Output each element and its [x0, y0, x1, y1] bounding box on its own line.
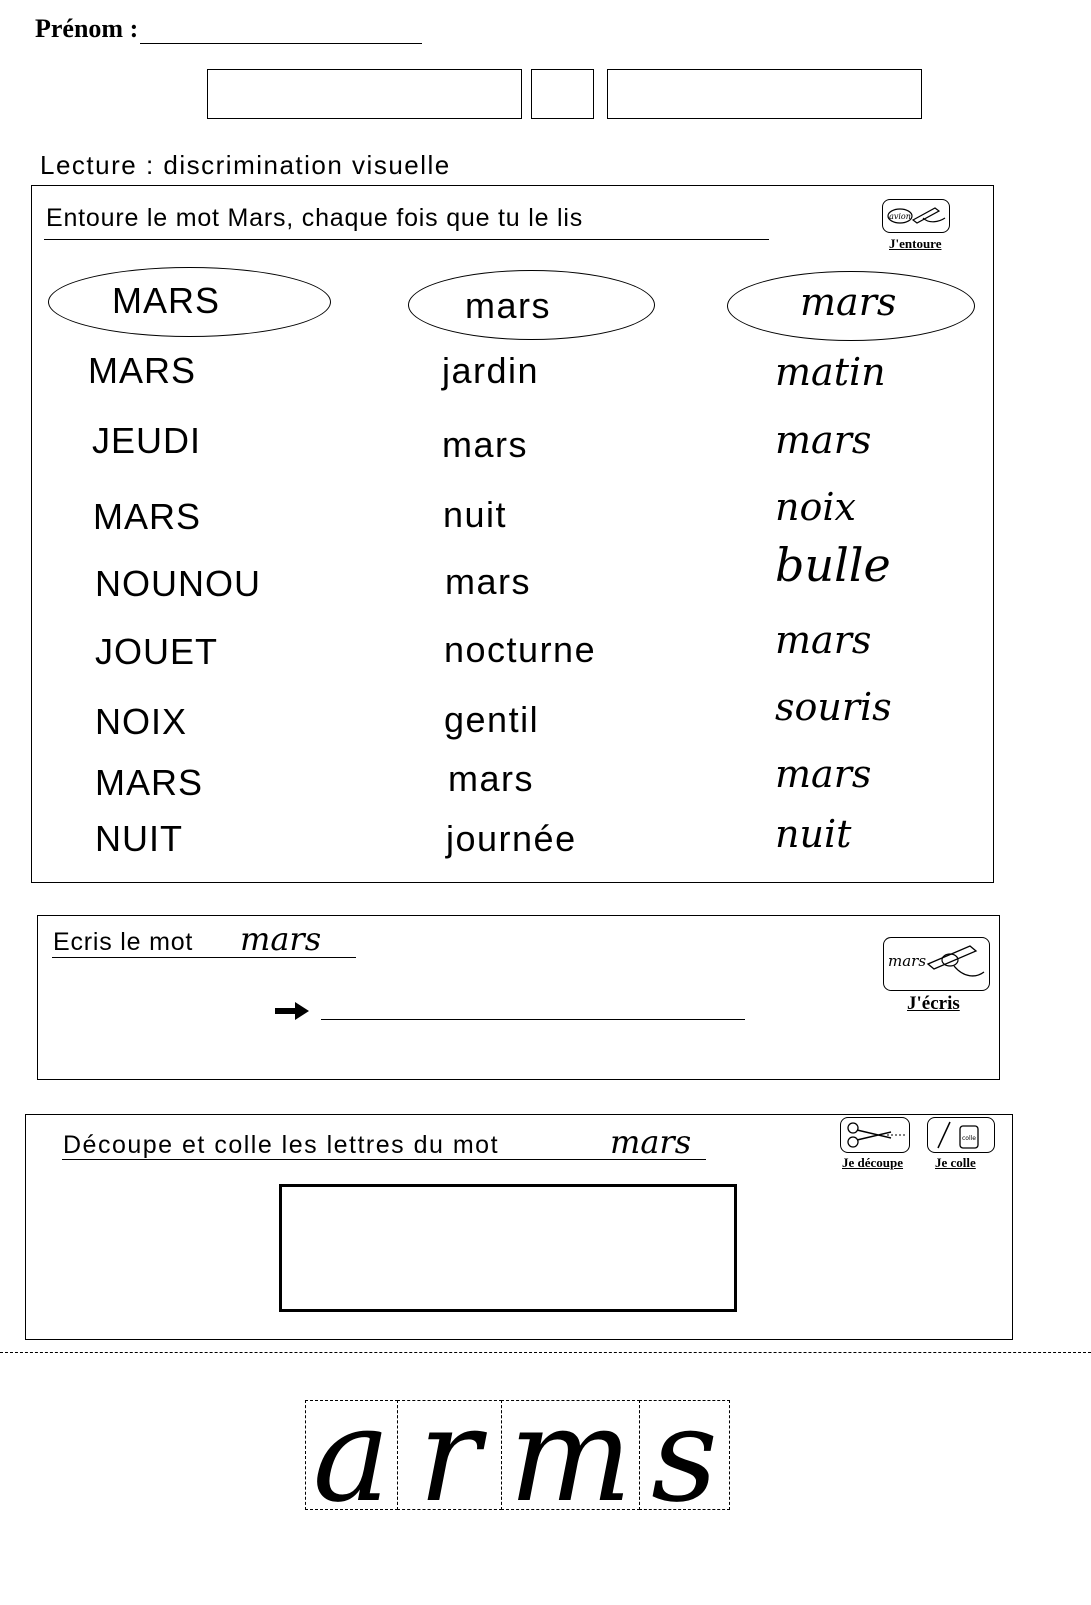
- word-capital-6[interactable]: NOIX: [95, 701, 188, 742]
- model-word-script: mars: [465, 285, 551, 326]
- model-word-capital: MARS: [112, 280, 221, 321]
- ecris-icon-caption: J'écris: [907, 993, 960, 1014]
- date-box-day[interactable]: [207, 69, 522, 119]
- word-cursive-8[interactable]: nuit: [775, 812, 852, 856]
- word-script-1[interactable]: jardin: [442, 350, 540, 391]
- cut-letter: r: [418, 1379, 481, 1531]
- word-cursive-3[interactable]: noix: [775, 485, 856, 529]
- word-cursive-4[interactable]: bulle: [775, 538, 891, 592]
- cut-letter: s: [651, 1379, 718, 1531]
- scissors-icon: [840, 1117, 910, 1153]
- letter-card-2[interactable]: [397, 1379, 502, 1531]
- word-capital-8[interactable]: NUIT: [95, 818, 183, 859]
- word-script-2[interactable]: mars: [442, 424, 528, 465]
- cut-icon-caption: Je découpe: [842, 1155, 904, 1170]
- word-cursive-1[interactable]: matin: [775, 350, 886, 394]
- icon-inner-text: colle: [962, 1135, 976, 1142]
- date-box-month[interactable]: [607, 69, 922, 119]
- icon-inner-text: mars: [888, 952, 927, 970]
- word-cursive-6[interactable]: souris: [775, 685, 892, 729]
- glue-area-box[interactable]: [279, 1184, 737, 1312]
- page-title: Lecture : discrimination visuelle: [40, 150, 451, 180]
- prenom-label: Prénom :: [35, 14, 139, 43]
- write-word-line[interactable]: [321, 1019, 745, 1020]
- glue-icon: [927, 1117, 995, 1153]
- instruction-underline: [44, 239, 769, 240]
- word-script-5[interactable]: nocturne: [444, 629, 597, 670]
- word-capital-5[interactable]: JOUET: [95, 631, 219, 672]
- cut-dashed-line: [0, 1352, 1091, 1353]
- word-cursive-7[interactable]: mars: [775, 752, 872, 796]
- pencil-circle-icon: [883, 200, 949, 232]
- cut-letter: a: [312, 1379, 391, 1531]
- instruction-underline: [62, 1159, 706, 1160]
- word-script-3[interactable]: nuit: [443, 494, 508, 535]
- letter-card-4[interactable]: [639, 1379, 730, 1531]
- icon-inner-text: avion: [889, 212, 911, 221]
- word-capital-2[interactable]: JEUDI: [92, 420, 202, 461]
- letter-card-3[interactable]: [501, 1379, 640, 1531]
- word-capital-1[interactable]: MARS: [88, 350, 197, 391]
- glue-icon-caption: Je colle: [935, 1155, 976, 1170]
- pencil-writing-icon: [884, 938, 989, 990]
- arrow-right-icon: [275, 1002, 309, 1024]
- word-script-7[interactable]: mars: [448, 758, 534, 799]
- letter-card-1[interactable]: [305, 1379, 398, 1531]
- section-ecris-word: mars: [240, 920, 322, 958]
- word-capital-4[interactable]: NOUNOU: [95, 563, 261, 604]
- word-script-4[interactable]: mars: [445, 561, 531, 602]
- ecris-icon: [883, 937, 990, 991]
- entoure-icon: [882, 199, 950, 233]
- section-decoupe-instruction: Découpe et colle les lettres du mot: [63, 1131, 500, 1159]
- model-word-cursive: mars: [800, 280, 897, 324]
- instruction-underline: [52, 957, 356, 958]
- word-capital-3[interactable]: MARS: [93, 496, 202, 537]
- entoure-icon-caption: J'entoure: [889, 236, 942, 251]
- section-entoure-instruction: Entoure le mot Mars, chaque fois que tu le lis: [46, 204, 584, 232]
- word-cursive-5[interactable]: mars: [775, 618, 872, 662]
- section-decoupe-word: mars: [610, 1123, 692, 1161]
- date-box-number[interactable]: [531, 69, 594, 119]
- word-capital-7[interactable]: MARS: [95, 762, 204, 803]
- cut-letter: m: [508, 1379, 633, 1531]
- section-ecris-instruction: Ecris le mot: [53, 928, 194, 956]
- word-script-8[interactable]: journée: [446, 818, 577, 859]
- prenom-write-line[interactable]: [140, 43, 422, 44]
- word-script-6[interactable]: gentil: [444, 699, 540, 740]
- word-cursive-2[interactable]: mars: [775, 418, 872, 462]
